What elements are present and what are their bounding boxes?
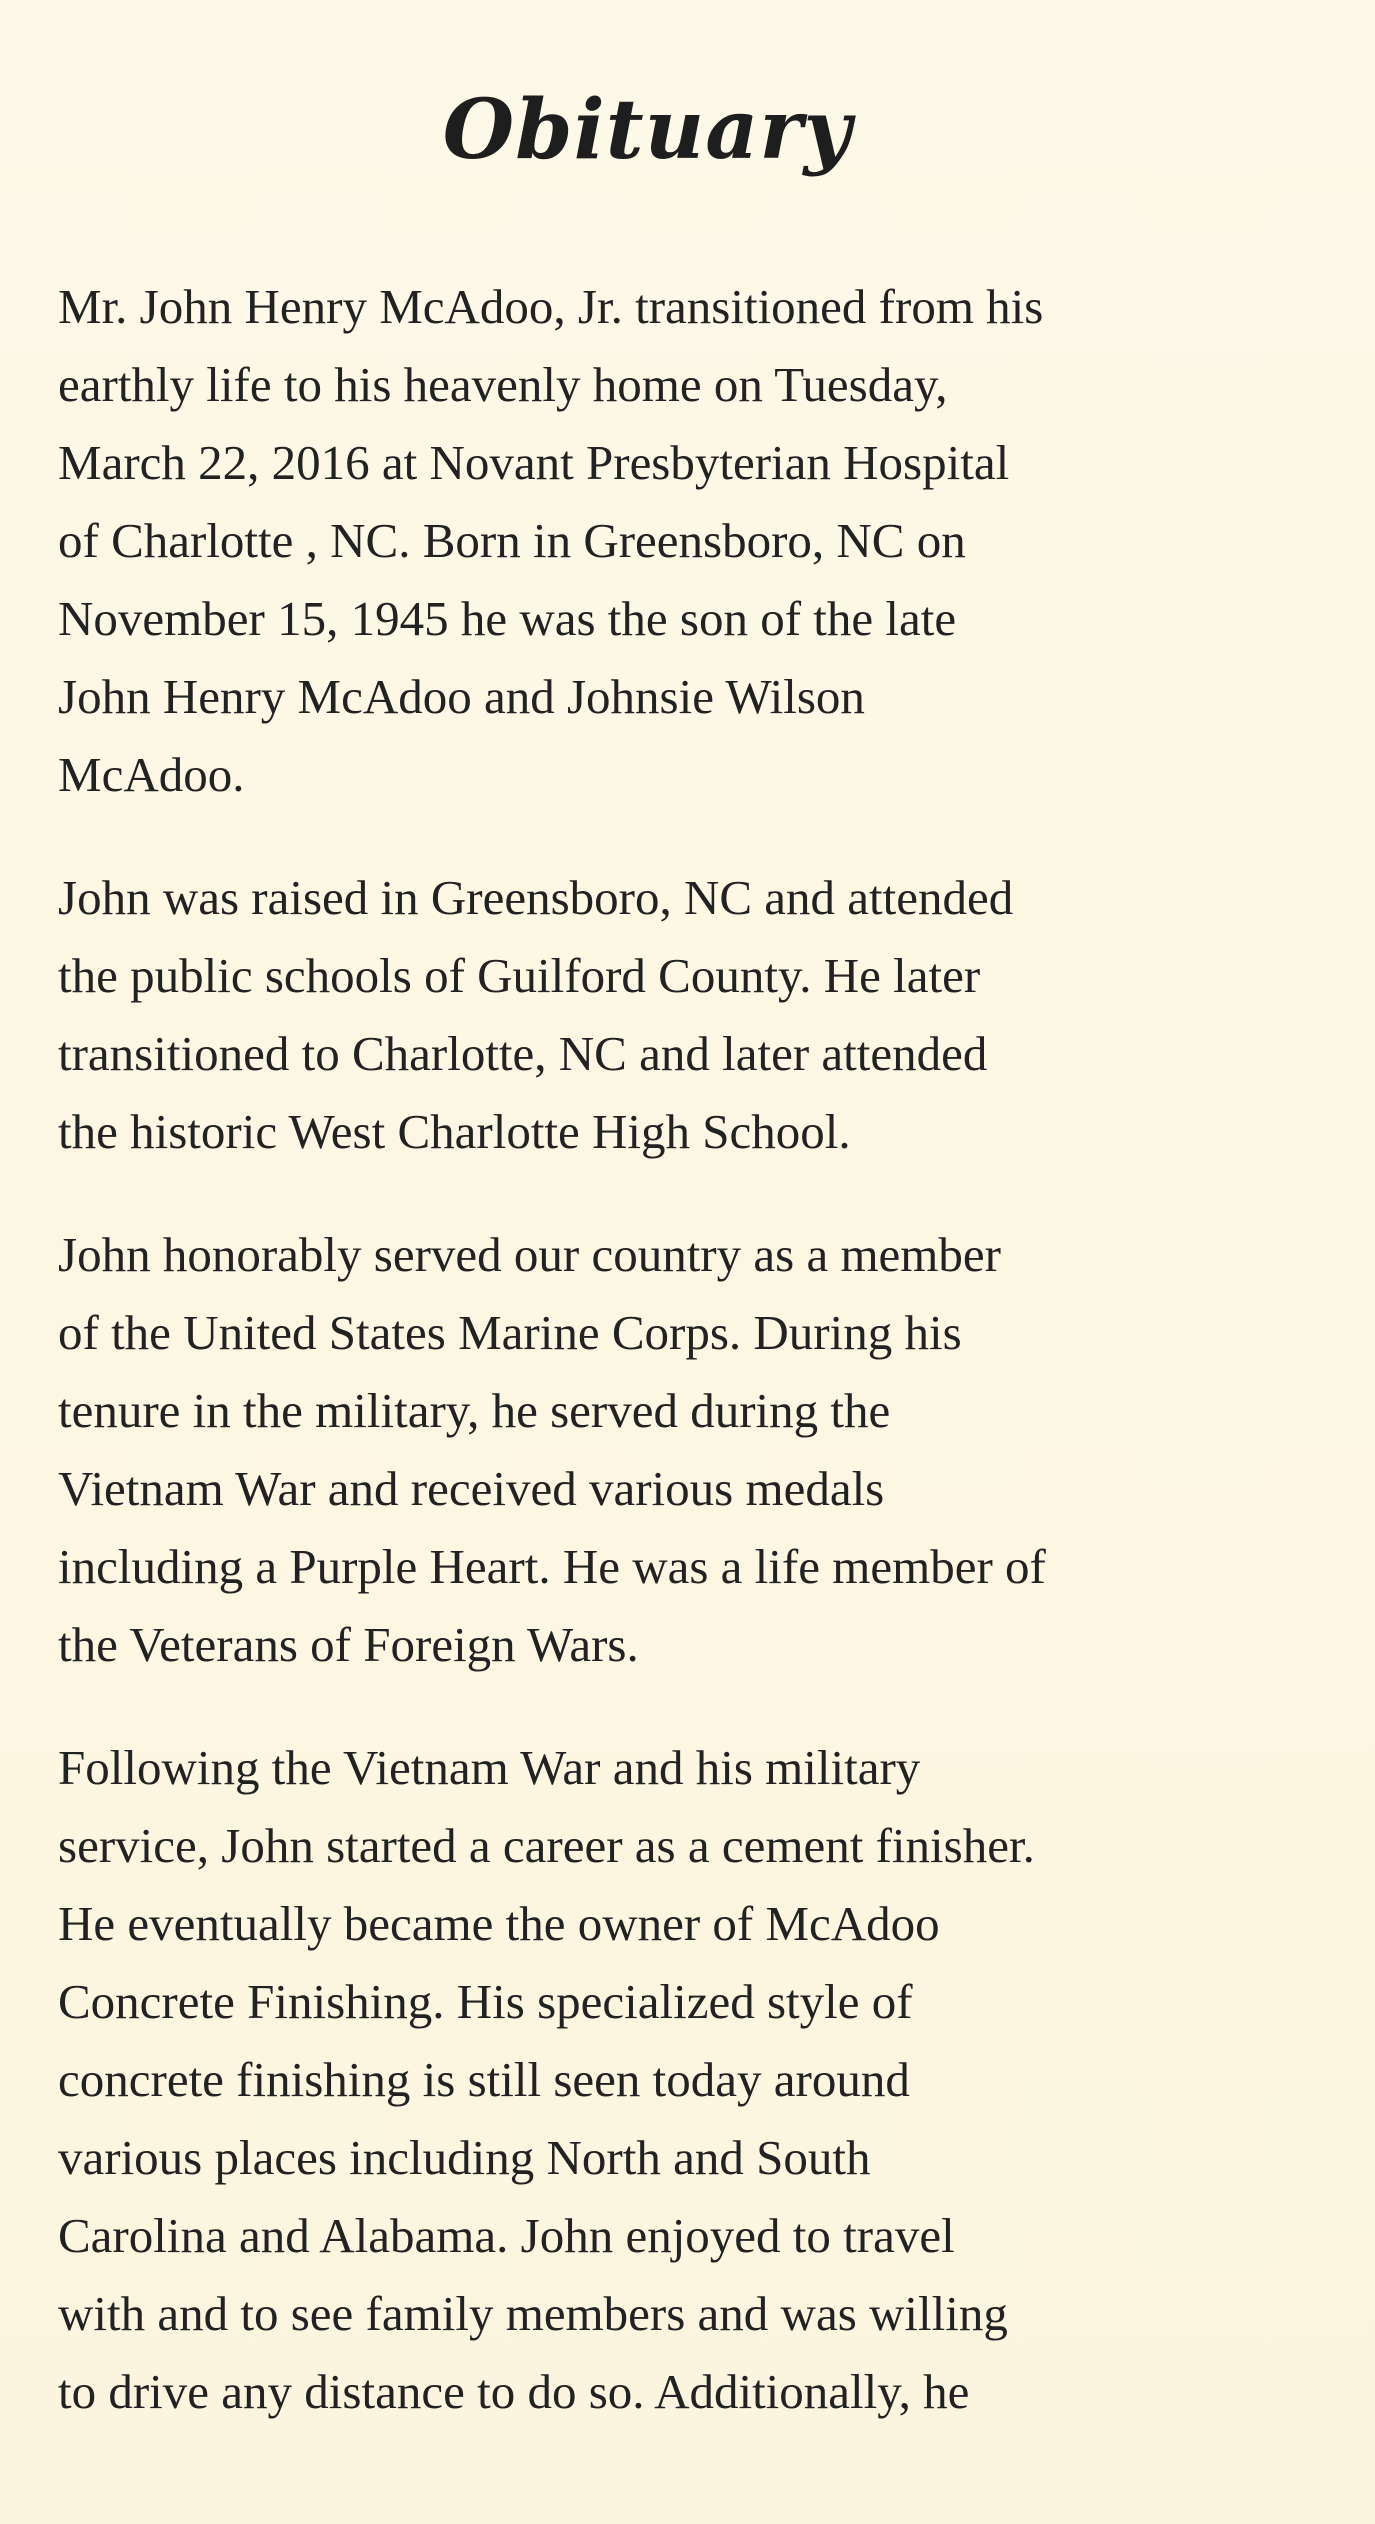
text-line: Following the Vietnam War and his military [58,1740,921,1795]
paragraph-4 [58,1729,1338,2431]
obituary-body [58,268,1338,2476]
text-line: November 15, 1945 he was the son of the late [58,591,957,646]
paragraph-1 [58,268,1338,814]
text-line: John was raised in Greensboro, NC and attended [58,870,1014,925]
text-line: McAdoo. [58,747,245,802]
text-line: concrete finishing is still seen today around [58,2052,910,2107]
paragraph-3 [58,1216,1338,1684]
text-line: of the United States Marine Corps. During his [58,1305,962,1360]
text-line: including a Purple Heart. He was a life member of [58,1539,1046,1594]
text-line: March 22, 2016 at Novant Presbyterian Hospital [58,435,1010,490]
text-line: of Charlotte , NC. Born in Greensboro, NC on [58,513,966,568]
text-line: the historic West Charlotte High School. [58,1104,851,1159]
text-line: the Veterans of Foreign Wars. [58,1617,639,1672]
text-line: service, John started a career as a cement finisher. [58,1818,1035,1873]
text-line: Mr. John Henry McAdoo, Jr. transitioned from his [58,279,1044,334]
text-line: to drive any distance to do so. Additionally, he [58,2364,970,2419]
text-line: with and to see family members and was willing [58,2286,1008,2341]
text-line: transitioned to Charlotte, NC and later attended [58,1026,988,1081]
text-line: He eventually became the owner of McAdoo [58,1896,940,1951]
text-line: the public schools of Guilford County. He later [58,948,981,1003]
paragraph-2 [58,859,1338,1171]
text-line: John Henry McAdoo and Johnsie Wilson [58,669,865,724]
text-line: Carolina and Alabama. John enjoyed to travel [58,2208,955,2263]
text-line: tenure in the military, he served during the [58,1383,891,1438]
text-line: Concrete Finishing. His specialized style of [58,1974,913,2029]
page-title: Obituary [442,82,853,178]
text-line: John honorably served our country as a member [58,1227,1001,1282]
text-line: Vietnam War and received various medals [58,1461,885,1516]
text-line: earthly life to his heavenly home on Tuesday, [58,357,948,412]
text-line: various places including North and South [58,2130,871,2185]
